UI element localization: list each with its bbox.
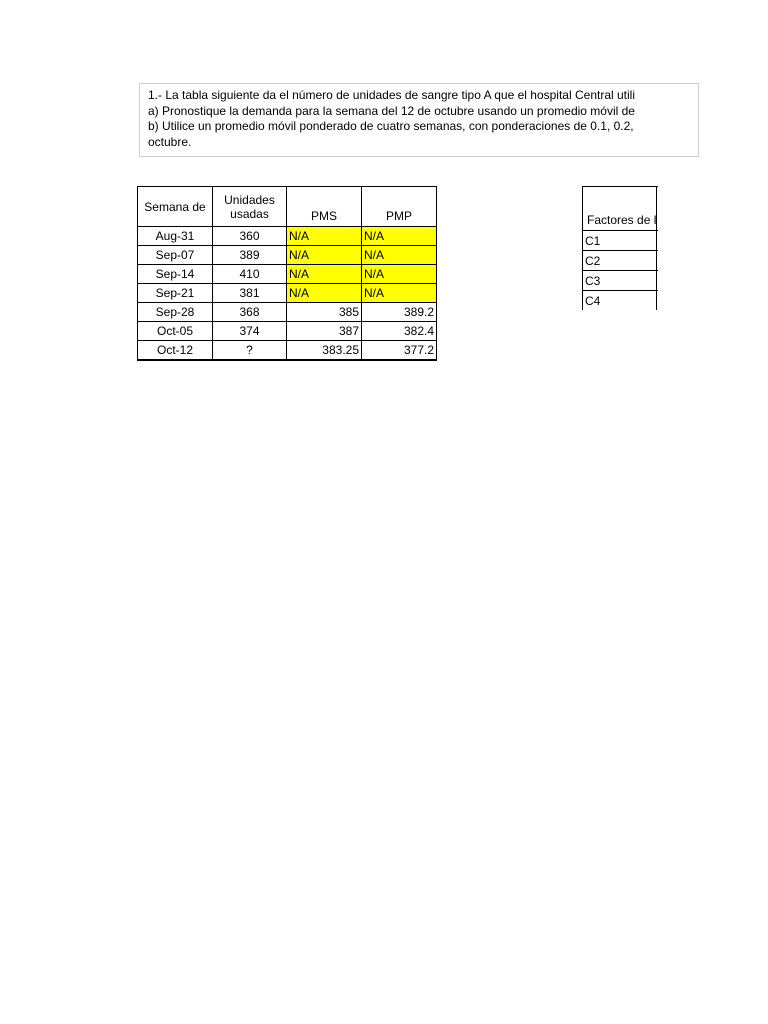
cell-week[interactable]: Oct-05	[138, 322, 213, 341]
factor-value[interactable]	[657, 231, 658, 251]
table-row	[583, 251, 659, 271]
header-pmp[interactable]: PMP	[362, 187, 437, 227]
cell-week[interactable]: Sep-07	[138, 246, 213, 265]
factor-value[interactable]	[657, 291, 658, 311]
table-row	[138, 265, 437, 284]
cell-pms[interactable]: 383.25	[287, 341, 362, 360]
factor-value[interactable]	[657, 271, 658, 291]
header-units[interactable]: Unidades usadas	[213, 187, 287, 227]
cell-pms[interactable]: 385	[287, 303, 362, 322]
cell-pmp[interactable]: 382.4	[362, 322, 437, 341]
cell-units[interactable]: 389	[213, 246, 287, 265]
table-row	[583, 271, 659, 291]
cell-units[interactable]: ?	[213, 341, 287, 360]
factor-label[interactable]: C1	[583, 231, 657, 251]
factors-header[interactable]: Factores de l	[583, 187, 657, 231]
cell-pms[interactable]: N/A	[287, 246, 362, 265]
factors-header-value[interactable]	[657, 187, 658, 231]
problem-line-4: octubre.	[148, 134, 192, 149]
table-row	[138, 341, 437, 360]
table-row	[138, 322, 437, 341]
problem-statement-box	[139, 83, 699, 157]
cell-pms[interactable]: N/A	[287, 227, 362, 246]
problem-line-3: b) Utilice un promedio móvil ponderado de cuatro semanas, con ponderaciones de 0.1, 0.2,	[148, 119, 634, 133]
table-row	[583, 231, 659, 251]
cell-units[interactable]: 410	[213, 265, 287, 284]
cell-pmp[interactable]: 377.2	[362, 341, 437, 360]
table-row	[138, 284, 437, 303]
cell-units[interactable]: 360	[213, 227, 287, 246]
factors-table	[582, 186, 658, 310]
factor-label[interactable]: C4	[583, 291, 657, 311]
factor-label[interactable]: C3	[583, 271, 657, 291]
cell-week[interactable]: Sep-21	[138, 284, 213, 303]
cell-week[interactable]: Aug-31	[138, 227, 213, 246]
cell-units[interactable]: 374	[213, 322, 287, 341]
cell-pmp[interactable]: N/A	[362, 246, 437, 265]
cell-pmp[interactable]: N/A	[362, 284, 437, 303]
problem-line-2: a) Pronostique la demanda para la semana del 12 de octubre usando un promedio móvil de	[148, 103, 635, 118]
cell-pms[interactable]: N/A	[287, 265, 362, 284]
cell-units[interactable]: 368	[213, 303, 287, 322]
cell-week[interactable]: Oct-12	[138, 341, 213, 360]
header-pms[interactable]: PMS	[287, 187, 362, 227]
table-row	[138, 227, 437, 246]
table-row	[138, 303, 437, 322]
cell-pmp[interactable]: N/A	[362, 227, 437, 246]
cell-pms[interactable]: 387	[287, 322, 362, 341]
cell-week[interactable]: Sep-28	[138, 303, 213, 322]
problem-line-1: 1.- La tabla siguiente da el número de unidades de sangre tipo A que el hospital Central utili	[148, 88, 635, 102]
cell-units[interactable]: 381	[213, 284, 287, 303]
factor-label[interactable]: C2	[583, 251, 657, 271]
table-row	[138, 246, 437, 265]
forecast-header-row	[138, 187, 437, 227]
factors-header-row	[583, 187, 659, 231]
cell-pmp[interactable]: 389.2	[362, 303, 437, 322]
factors-table-clip	[582, 186, 658, 310]
table-row	[583, 291, 659, 311]
header-week[interactable]: Semana de	[138, 187, 213, 227]
cell-pms[interactable]: N/A	[287, 284, 362, 303]
cell-week[interactable]: Sep-14	[138, 265, 213, 284]
factor-value[interactable]	[657, 251, 658, 271]
forecast-table	[137, 186, 437, 361]
cell-pmp[interactable]: N/A	[362, 265, 437, 284]
